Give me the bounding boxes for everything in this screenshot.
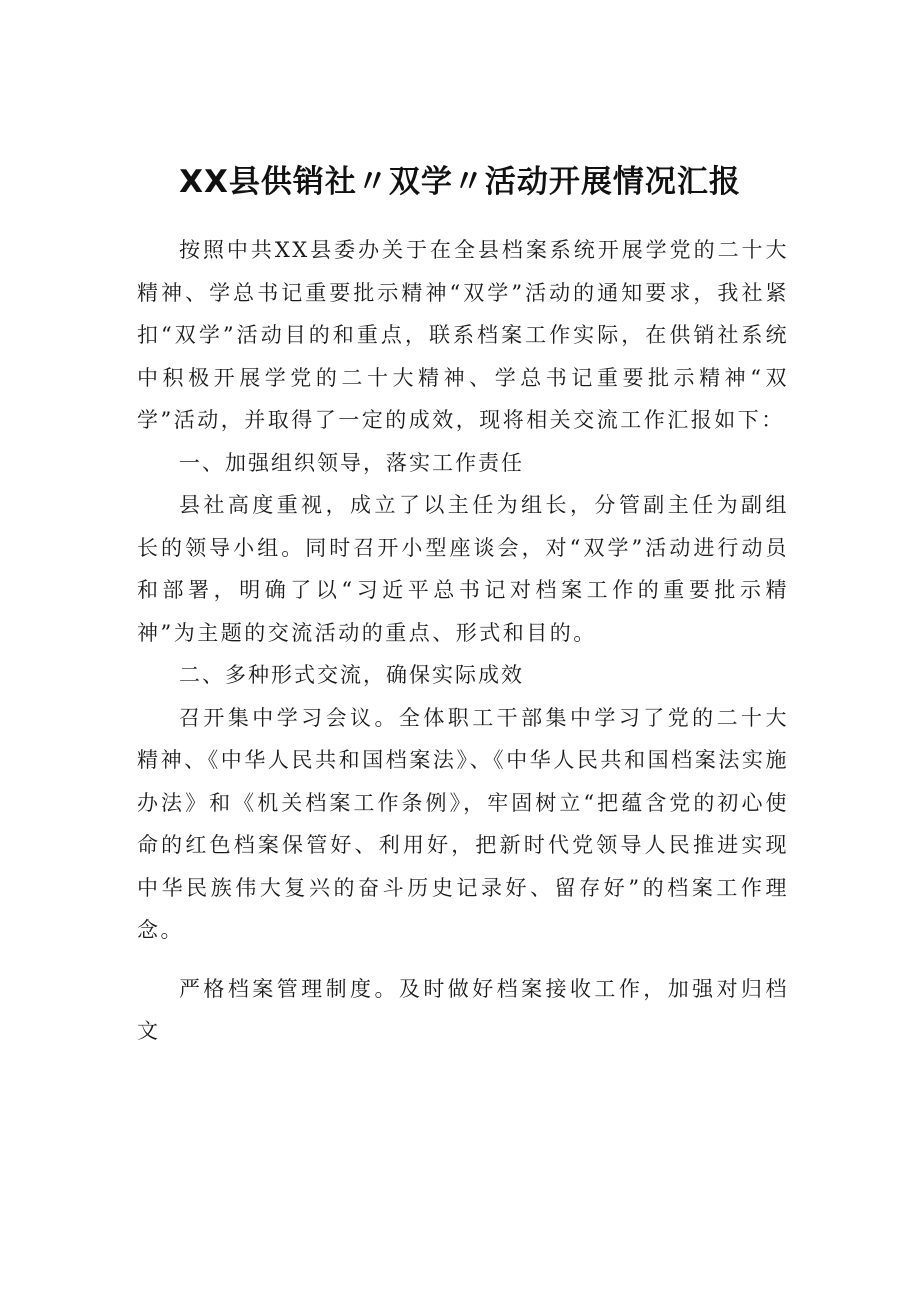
- paragraph-section-2-archive-management: 严格档案管理制度。及时做好档案接收工作，加强对归档文: [137, 976, 789, 1043]
- paragraph-intro: 按照中共XX县委办关于在全县档案系统开展学党的二十大精神、学总书记重要批示精神“双学”活动的通知要求，我社紧扣“双学”活动目的和重点，联系档案工作实际，在供销社系统中积极开展学党的二十大精神、学总书记重要批示精神“双学”活动，并取得了一定的成效，现将相关交流工作汇报如下：: [137, 238, 789, 432]
- paragraph-section-1: 县社高度重视，成立了以主任为组长，分管副主任为副组长的领导小组。同时召开小型座谈会，对“双学”活动进行动员和部署，明确了以“习近平总书记对档案工作的重要批示精神”为主题的交流活动的重点、形式和目的。: [137, 493, 789, 645]
- document-title: XX县供销社〃双学〃活动开展情况汇报: [179, 164, 741, 200]
- section-heading-2: 二、多种形式交流，确保实际成效: [179, 663, 524, 687]
- section-heading-1: 一、加强组织领导，落实工作责任: [179, 450, 524, 475]
- document-body: [137, 229, 789, 1053]
- paragraph-section-2-study: 召开集中学习会议。全体职工干部集中学习了党的二十大精神、《中华人民共和国档案法》、《中华人民共和国档案法实施办法》和《机关档案工作条例》，牢固树立“把蕴含党的初心使命的红色档案保管好、利用好，把新时代党领导人民推进实现中华民族伟大复兴的奋斗历史记录好、留存好”的档案工作理念。: [137, 705, 789, 942]
